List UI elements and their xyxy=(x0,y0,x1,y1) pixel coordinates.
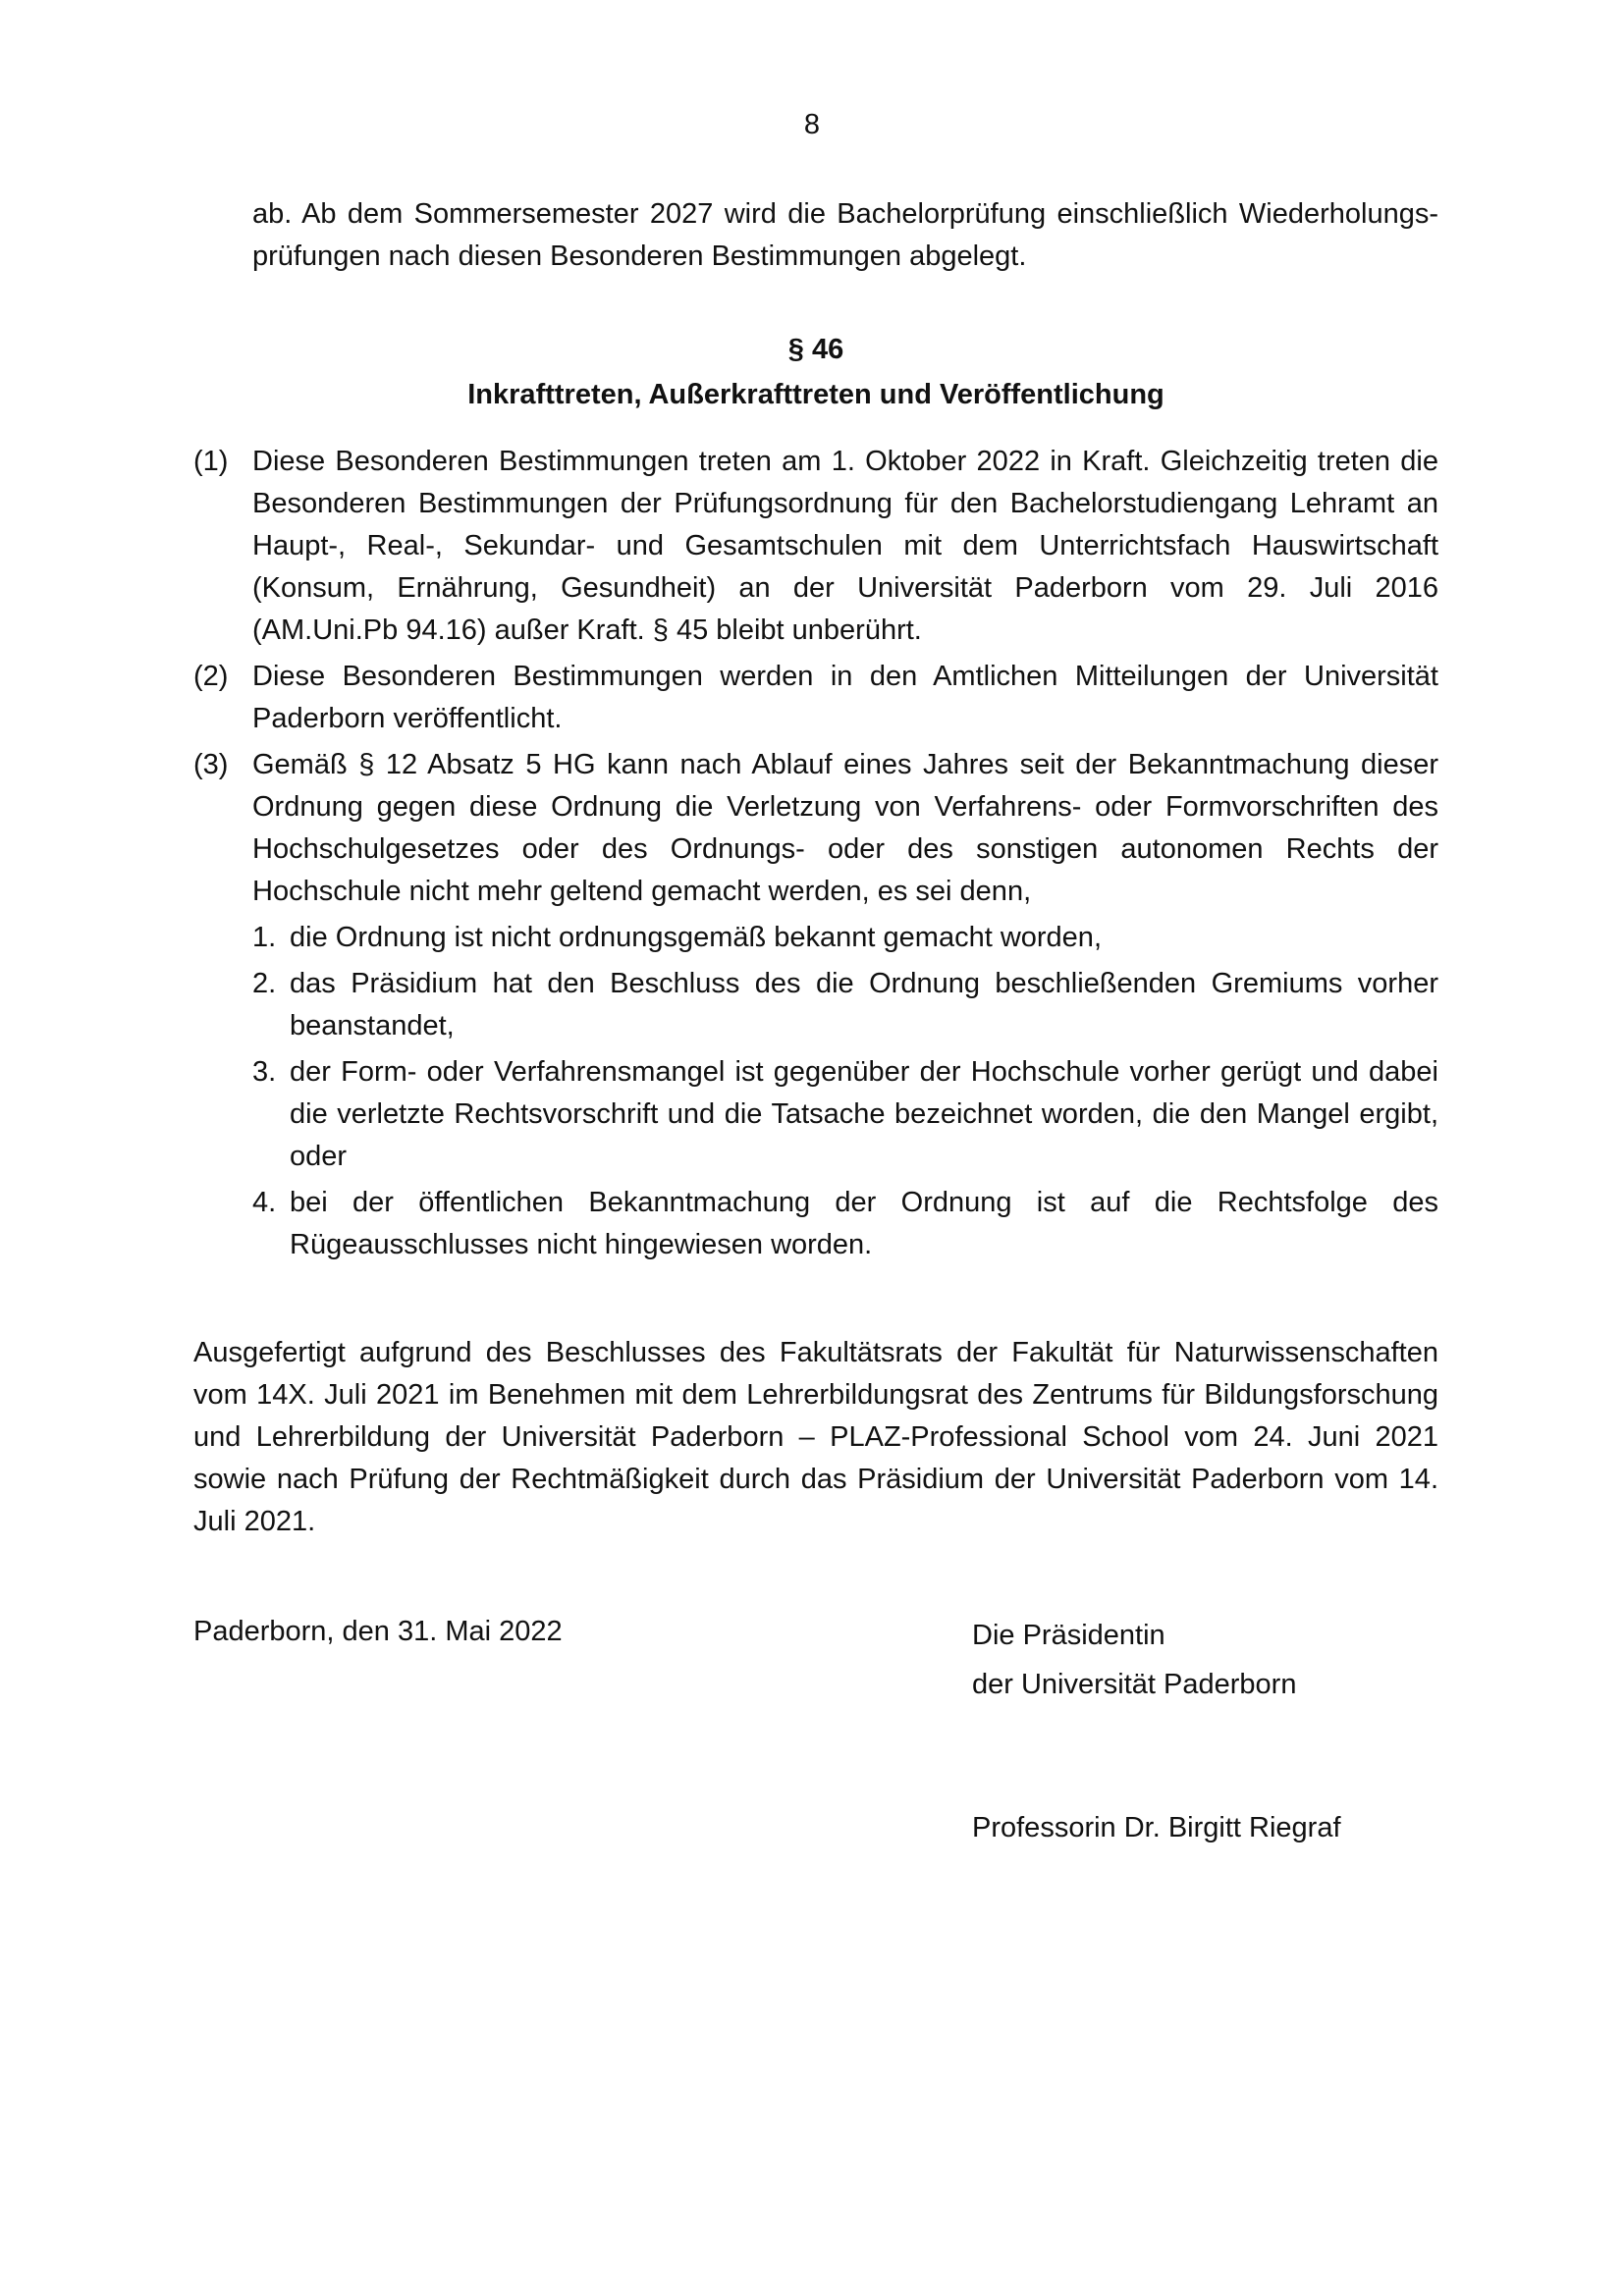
list-item-number: 4. xyxy=(252,1187,277,1218)
paragraph-text: Gemäß § 12 Absatz 5 HG kann nach Ablauf eines Jahres seit der Bekanntmachung dieser Ordnung gegen diese Ordnung die Verletzung von Verfahrens- oder Formvorschriften des Hochschulgesetzes oder des Ordnungs- oder des sonstigen autonomen Rechts der Hochschule nicht mehr geltend gemacht werden, es sei denn, xyxy=(252,749,1438,907)
closing-paragraph: Ausgefertigt aufgrund des Beschlusses des Fakultätsrats der Fakultät für Naturwissenschaften vom 14X. Juli 2021 im Benehmen mit dem Lehrerbildungsrat des Zentrums für Bildungsforschung und Lehrerbildung der Universität Paderborn – PLAZ-Professional School vom 24. Juni 2021 sowie nach Prüfung der Rechtmäßigkeit durch das Präsidium der Universität Paderborn vom 14. Juli 2021. xyxy=(193,1337,1438,1537)
signature-role-line-2: der Universität Paderborn xyxy=(972,1669,1297,1700)
paragraph-3 xyxy=(193,744,1438,1270)
signatory-name: Professorin Dr. Birgitt Riegraf xyxy=(972,1812,1341,1843)
list-item-number: 1. xyxy=(252,922,277,953)
section-heading xyxy=(193,327,1438,417)
place-date: Paderborn, den 31. Mai 2022 xyxy=(193,1616,563,1647)
continuation-paragraph: ab. Ab dem Sommersemester 2027 wird die Bachelorprüfung einschließlich Wiederholungs-prüfungen nach diesen Besonderen Bestimmungen abgelegt. xyxy=(252,198,1438,272)
list-item-number: 3. xyxy=(252,1056,277,1088)
list-item xyxy=(252,917,1438,959)
paragraph-number: (3) xyxy=(193,749,229,780)
list-item-number: 2. xyxy=(252,968,277,999)
paragraph-list xyxy=(193,441,1438,1274)
paragraph-2 xyxy=(193,656,1438,740)
list-item xyxy=(252,1051,1438,1178)
page-number: 8 xyxy=(803,109,821,140)
list-item-text: der Form- oder Verfahrensmangel ist gegenüber der Hochschule vorher gerügt und dabei die verletzte Rechtsvorschrift und die Tatsache bezeichnet worden, die den Mangel ergibt, oder xyxy=(290,1056,1438,1172)
list-item-text: bei der öffentlichen Bekanntmachung der Ordnung ist auf die Rechtsfolge des Rügeausschlusses nicht hingewiesen worden. xyxy=(290,1187,1438,1260)
paragraph-1 xyxy=(193,441,1438,652)
list-item-text: die Ordnung ist nicht ordnungsgemäß bekannt gemacht worden, xyxy=(290,922,1102,953)
paragraph-number: (1) xyxy=(193,446,229,477)
paragraph-text: Diese Besonderen Bestimmungen werden in den Amtlichen Mitteilungen der Universität Paderborn veröffentlicht. xyxy=(252,661,1438,734)
paragraph-number: (2) xyxy=(193,661,229,692)
section-title: Inkrafttreten, Außerkrafttreten und Veröffentlichung xyxy=(467,379,1164,410)
section-number: § 46 xyxy=(787,334,844,365)
paragraph-body xyxy=(252,744,1438,1270)
list-item-text: das Präsidium hat den Beschluss des die Ordnung beschließenden Gremiums vorher beanstandet, xyxy=(290,968,1438,1041)
list-item xyxy=(252,963,1438,1047)
signature-role-line-1: Die Präsidentin xyxy=(972,1620,1165,1651)
paragraph-text: Diese Besonderen Bestimmungen treten am 1. Oktober 2022 in Kraft. Gleichzeitig treten die Besonderen Bestimmungen der Prüfungsordnung für den Bachelorstudiengang Lehramt an Haupt-, Real-, Sekundar- und Gesamtschulen mit dem Unterrichtsfach Hauswirtschaft (Konsum, Ernährung, Gesundheit) an der Universität Paderborn vom 29. Juli 2016 (AM.Uni.Pb 94.16) außer Kraft. § 45 bleibt unberührt. xyxy=(252,446,1438,646)
exception-list xyxy=(252,917,1438,1266)
list-item xyxy=(252,1182,1438,1266)
signature-role xyxy=(972,1611,1296,1709)
